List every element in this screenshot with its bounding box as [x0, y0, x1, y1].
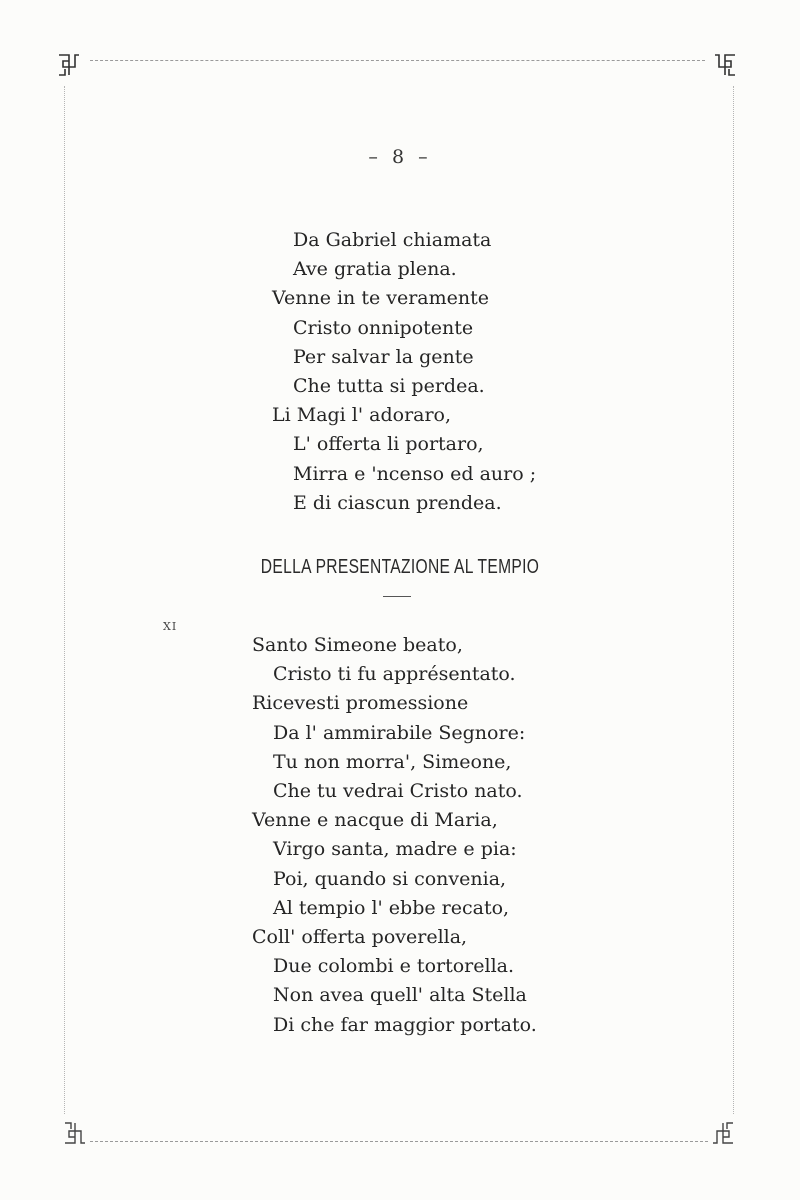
corner-ornament-bottom-left: [62, 1120, 88, 1146]
stanza-one: [272, 226, 536, 518]
verse-line: Venne in te veramente: [272, 287, 490, 310]
verse-line: Per salvar la gente: [293, 345, 474, 368]
frame-bottom-border: [90, 1141, 708, 1142]
verse-line: Da Gabriel chiamata: [293, 229, 492, 251]
verse-line: Santo Simeone beato,: [252, 634, 463, 656]
frame-left-border: [64, 86, 65, 1114]
verse-line: Cristo ti fu apprésentato.: [273, 663, 516, 686]
corner-ornament-bottom-right: [710, 1120, 736, 1146]
frame-right-border: [733, 86, 734, 1114]
page-number: – 8 –: [368, 146, 432, 168]
verse-line: Venne e nacque di Maria,: [252, 809, 498, 832]
frame-top-border: [90, 60, 705, 61]
verse-line: Da l' ammirabile Segnore:: [273, 721, 526, 744]
verse-line: Che tu vedrai Cristo nato.: [273, 780, 523, 803]
verse-line: Tu non morra', Simeone,: [273, 750, 512, 773]
section-number: XI: [163, 620, 178, 633]
meander-ornament-icon: [62, 1120, 88, 1146]
verse-line: Li Magi l' adoraro,: [272, 404, 452, 427]
stanza-two: [252, 631, 537, 1040]
verse-line: Due colombi e tortorella.: [273, 955, 515, 978]
meander-ornament-icon: [710, 1120, 736, 1146]
corner-ornament-top-left: [56, 52, 82, 78]
section-heading: DELLA PRESENTAZIONE AL TEMPIO: [260, 556, 540, 578]
verse-line: Di che far maggior portato.: [273, 1013, 537, 1036]
corner-ornament-top-right: [712, 52, 738, 78]
verse-line: Mirra e 'ncenso ed auro ;: [293, 462, 537, 485]
verse-line: E di ciascun prendea.: [293, 491, 502, 514]
heading-divider: [383, 596, 411, 597]
verse-line: Cristo onnipotente: [293, 316, 474, 339]
verse-line: Poi, quando si convenia,: [273, 867, 507, 890]
verse-line: Al tempio l' ebbe recato,: [273, 896, 510, 919]
verse-line: Virgo santa, madre e pia:: [273, 838, 517, 861]
meander-ornament-icon: [712, 52, 738, 78]
verse-line: Coll' offerta poverella,: [252, 926, 468, 949]
verse-line: Non avea quell' alta Stella: [273, 984, 527, 1007]
verse-line: Ricevesti promessione: [252, 692, 469, 715]
verse-line: Che tutta si perdea.: [293, 375, 485, 398]
meander-ornament-icon: [56, 52, 82, 78]
verse-line: L' offerta li portaro,: [293, 433, 484, 456]
verse-line: Ave gratia plena.: [293, 258, 457, 281]
